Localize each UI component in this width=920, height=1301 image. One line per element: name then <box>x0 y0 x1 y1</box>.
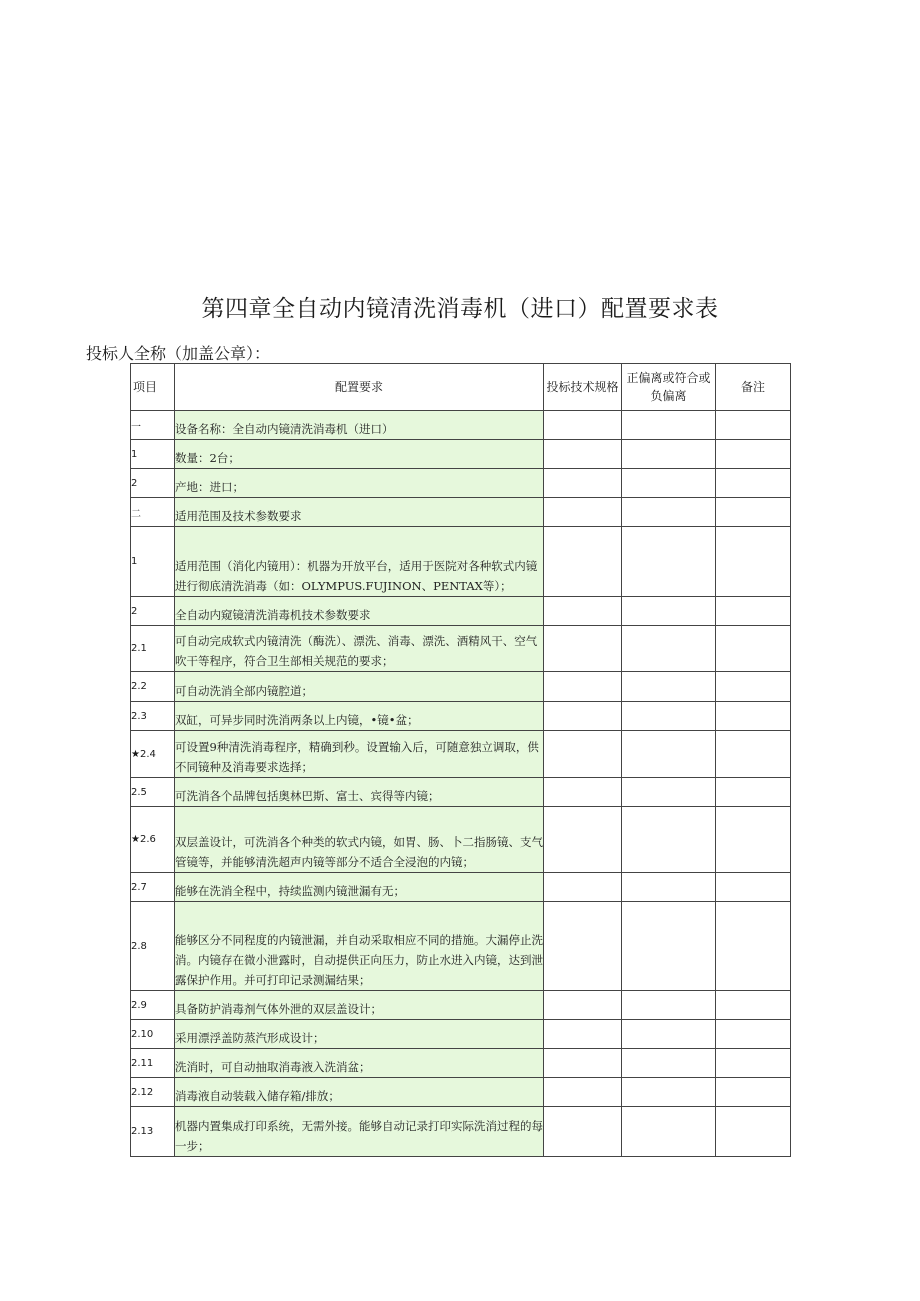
row-item-number: 2.5 <box>131 778 175 807</box>
row-remarks-cell[interactable] <box>716 626 791 672</box>
row-requirement: 数量：2台； <box>175 440 544 469</box>
row-bid-spec-cell[interactable] <box>544 527 622 597</box>
row-remarks-cell[interactable] <box>716 597 791 626</box>
row-requirement: 双缸，可异步同时洗消两条以上内镜，•镜•盆； <box>175 702 544 731</box>
table-row <box>131 1107 791 1157</box>
row-item-number: 2.10 <box>131 1020 175 1049</box>
row-requirement: 适用范围（消化内镜用）：机器为开放平台，适用于医院对各种软式内镜进行彻底清洗消毒（如：OLYMPUS.FUJINON、PENTAX等）； <box>175 527 544 597</box>
table-row <box>131 597 791 626</box>
row-item-number: 二 <box>131 498 175 527</box>
table-row <box>131 672 791 702</box>
row-requirement: 采用漂浮盖防蒸汽形成设计； <box>175 1020 544 1049</box>
row-requirement: 能够区分不同程度的内镜泄漏，并自动采取相应不同的措施。大漏停止洗消。内镜存在微小泄露时，自动提供正向压力，防止水进入内镜，达到泄露保护作用。并可打印记录测漏结果； <box>175 902 544 991</box>
row-bid-spec-cell[interactable] <box>544 1107 622 1157</box>
row-deviation-cell[interactable] <box>622 469 716 498</box>
row-requirement: 可设置9种清洗消毒程序，精确到秒。设置输入后，可随意独立调取，供不同镜种及消毒要求选择； <box>175 731 544 778</box>
row-item-number: ★2.4 <box>131 731 175 778</box>
row-bid-spec-cell[interactable] <box>544 626 622 672</box>
header-bid-spec: 投标技术规格 <box>544 364 622 411</box>
row-deviation-cell[interactable] <box>622 498 716 527</box>
table-row <box>131 1020 791 1049</box>
row-requirement: 能够在洗消全程中，持续监测内镜泄漏有无； <box>175 873 544 902</box>
bidder-name-label: 投标人全称（加盖公章）： <box>86 344 271 363</box>
row-item-number: 1 <box>131 527 175 597</box>
table-row <box>131 469 791 498</box>
header-item: 项目 <box>131 364 175 411</box>
row-item-number: 2.3 <box>131 702 175 731</box>
row-requirement: 可自动完成软式内镜清洗（酶洗）、漂洗、消毒、漂洗、酒精风干、空气吹干等程序，符合卫生部相关规范的要求； <box>175 626 544 672</box>
row-deviation-cell[interactable] <box>622 731 716 778</box>
row-bid-spec-cell[interactable] <box>544 440 622 469</box>
row-deviation-cell[interactable] <box>622 626 716 672</box>
row-remarks-cell[interactable] <box>716 991 791 1020</box>
row-remarks-cell[interactable] <box>716 902 791 991</box>
table-row <box>131 902 791 991</box>
row-remarks-cell[interactable] <box>716 731 791 778</box>
row-remarks-cell[interactable] <box>716 1020 791 1049</box>
table-row <box>131 807 791 873</box>
row-bid-spec-cell[interactable] <box>544 731 622 778</box>
header-remarks: 备注 <box>716 364 791 411</box>
row-remarks-cell[interactable] <box>716 527 791 597</box>
row-item-number: 一 <box>131 411 175 440</box>
row-bid-spec-cell[interactable] <box>544 702 622 731</box>
row-item-number: 2.9 <box>131 991 175 1020</box>
table-row <box>131 778 791 807</box>
row-remarks-cell[interactable] <box>716 672 791 702</box>
page-title: 第四章全自动内镜清洗消毒机（进口）配置要求表 <box>201 296 719 322</box>
row-deviation-cell[interactable] <box>622 1078 716 1107</box>
table-row <box>131 731 791 778</box>
row-remarks-cell[interactable] <box>716 498 791 527</box>
row-remarks-cell[interactable] <box>716 1078 791 1107</box>
row-requirement: 具备防护消毒剂气体外泄的双层盖设计； <box>175 991 544 1020</box>
row-deviation-cell[interactable] <box>622 597 716 626</box>
row-remarks-cell[interactable] <box>716 807 791 873</box>
table-row <box>131 1078 791 1107</box>
row-bid-spec-cell[interactable] <box>544 469 622 498</box>
row-bid-spec-cell[interactable] <box>544 1078 622 1107</box>
row-bid-spec-cell[interactable] <box>544 672 622 702</box>
row-remarks-cell[interactable] <box>716 1049 791 1078</box>
row-remarks-cell[interactable] <box>716 411 791 440</box>
table-row <box>131 440 791 469</box>
row-requirement: 产地：进口； <box>175 469 544 498</box>
table-row <box>131 1049 791 1078</box>
row-bid-spec-cell[interactable] <box>544 991 622 1020</box>
row-requirement: 机器内置集成打印系统，无需外接。能够自动记录打印实际洗消过程的每一步； <box>175 1107 544 1157</box>
row-requirement: 适用范围及技术参数要求 <box>175 498 544 527</box>
config-requirements-table <box>130 363 791 1157</box>
row-deviation-cell[interactable] <box>622 1020 716 1049</box>
table-row <box>131 498 791 527</box>
row-item-number: 1 <box>131 440 175 469</box>
row-bid-spec-cell[interactable] <box>544 1020 622 1049</box>
table-row <box>131 626 791 672</box>
row-requirement: 消毒液自动装载入储存箱/排放； <box>175 1078 544 1107</box>
row-deviation-cell[interactable] <box>622 807 716 873</box>
row-remarks-cell[interactable] <box>716 778 791 807</box>
table-row <box>131 527 791 597</box>
table-row <box>131 702 791 731</box>
row-item-number: 2.7 <box>131 873 175 902</box>
row-remarks-cell[interactable] <box>716 1107 791 1157</box>
row-bid-spec-cell[interactable] <box>544 597 622 626</box>
row-bid-spec-cell[interactable] <box>544 902 622 991</box>
row-bid-spec-cell[interactable] <box>544 807 622 873</box>
row-deviation-cell[interactable] <box>622 902 716 991</box>
header-requirement: 配置要求 <box>175 364 544 411</box>
row-deviation-cell[interactable] <box>622 527 716 597</box>
row-item-number: 2 <box>131 597 175 626</box>
row-bid-spec-cell[interactable] <box>544 873 622 902</box>
table-row <box>131 873 791 902</box>
row-requirement: 全自动内窥镜清洗消毒机技术参数要求 <box>175 597 544 626</box>
row-item-number: 2.1 <box>131 626 175 672</box>
row-requirement: 可自动洗消全部内镜腔道； <box>175 672 544 702</box>
row-item-number: ★2.6 <box>131 807 175 873</box>
row-remarks-cell[interactable] <box>716 702 791 731</box>
row-deviation-cell[interactable] <box>622 873 716 902</box>
header-deviation: 正偏离或符合或负偏离 <box>622 364 716 411</box>
row-bid-spec-cell[interactable] <box>544 498 622 527</box>
row-requirement: 双层盖设计，可洗消各个种类的软式内镜，如胃、肠、卜二指肠镜、支气管镜等，并能够清洗超声内镜等部分不适合全浸泡的内镜； <box>175 807 544 873</box>
row-deviation-cell[interactable] <box>622 1107 716 1157</box>
table-row <box>131 411 791 440</box>
row-remarks-cell[interactable] <box>716 440 791 469</box>
row-deviation-cell[interactable] <box>622 702 716 731</box>
row-item-number: 2.11 <box>131 1049 175 1078</box>
row-remarks-cell[interactable] <box>716 469 791 498</box>
row-bid-spec-cell[interactable] <box>544 778 622 807</box>
row-item-number: 2.12 <box>131 1078 175 1107</box>
row-deviation-cell[interactable] <box>622 411 716 440</box>
row-deviation-cell[interactable] <box>622 1049 716 1078</box>
row-item-number: 2.2 <box>131 672 175 702</box>
row-requirement: 可洗消各个品牌包括奥林巴斯、富士、宾得等内镜； <box>175 778 544 807</box>
row-deviation-cell[interactable] <box>622 440 716 469</box>
row-requirement: 洗消时，可自动抽取消毒液入洗消盆； <box>175 1049 544 1078</box>
row-remarks-cell[interactable] <box>716 873 791 902</box>
row-deviation-cell[interactable] <box>622 778 716 807</box>
row-item-number: 2.8 <box>131 902 175 991</box>
row-deviation-cell[interactable] <box>622 672 716 702</box>
row-bid-spec-cell[interactable] <box>544 1049 622 1078</box>
table-header-row <box>131 364 791 411</box>
row-requirement: 设备名称：全自动内镜清洗消毒机（进口） <box>175 411 544 440</box>
row-bid-spec-cell[interactable] <box>544 411 622 440</box>
row-deviation-cell[interactable] <box>622 991 716 1020</box>
table-row <box>131 991 791 1020</box>
row-item-number: 2.13 <box>131 1107 175 1157</box>
row-item-number: 2 <box>131 469 175 498</box>
